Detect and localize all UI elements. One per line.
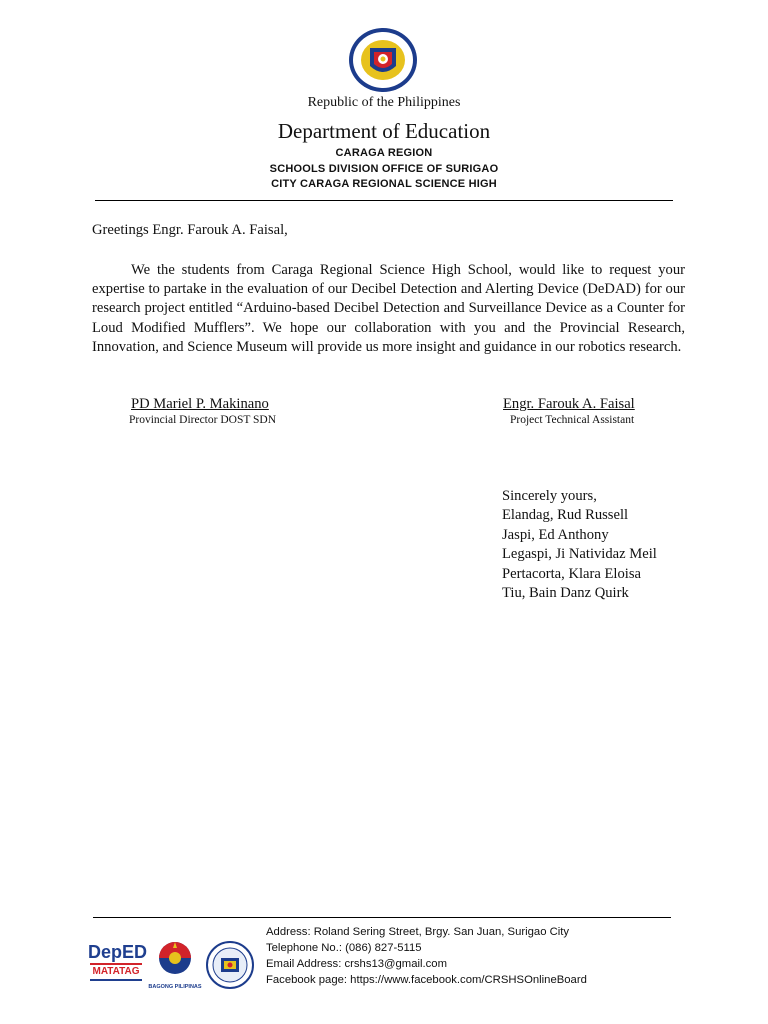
republic-line: Republic of the Philippines	[307, 95, 461, 110]
sender-name: Jaspi, Ed Anthony	[502, 526, 609, 543]
footer-address: Address: Roland Sering Street, Brgy. San Juan, Surigao City	[266, 926, 570, 938]
matatag-logo-text: MATATAG	[92, 966, 140, 977]
bagong-pilipinas-emblem-icon	[148, 938, 202, 978]
department-title: Department of Education	[277, 119, 491, 143]
school-line: CITY CARAGA REGIONAL SCIENCE HIGH	[271, 178, 497, 190]
closing-line: Sincerely yours,	[502, 488, 597, 504]
letter-body: We the students from Caraga Regional Science High School, would like to request your expertise to partake in the evaluation of our Decibel Detection and Alerting Device (DeDAD) for our research project entitled “Arduino-based Decibel Detection and Surveillance Device as a Counter for Loud Modified Mufflers”. We hope our collaboration with you and the Provincial Research, Innovation, and Science Museum will provide us more insight and guidance in our robotics research.	[92, 262, 685, 355]
bagong-pilipinas-logo	[148, 938, 202, 988]
logo-rule	[90, 979, 142, 981]
signatory-name: PD Mariel P. Makinano	[131, 396, 269, 412]
sender-name: Tiu, Bain Danz Quirk	[502, 585, 629, 602]
closing-block	[502, 487, 657, 603]
deped-logo-text: DepED	[88, 942, 148, 962]
footer-email: Email Address: crshs13@gmail.com	[266, 958, 447, 970]
footer-divider	[93, 917, 671, 918]
school-seal-icon	[206, 941, 254, 989]
header-divider	[95, 200, 673, 201]
sender-name: Elandag, Rud Russell	[502, 507, 629, 524]
sender-name: Pertacorta, Klara Eloisa	[502, 565, 641, 582]
signatory-title: Provincial Director DOST SDN	[129, 414, 277, 426]
signatory-name: Engr. Farouk A. Faisal	[503, 396, 635, 412]
signatory-title: Project Technical Assistant	[510, 414, 635, 426]
bagong-pilipinas-text: BAGONG PILIPINAS	[148, 984, 202, 990]
sender-name: Legaspi, Ji Natividaz Meil	[502, 546, 657, 563]
footer-facebook: Facebook page: https://www.facebook.com/CRSHSOnlineBoard	[266, 974, 587, 986]
logo-rule	[90, 963, 142, 965]
greeting: Greetings Engr. Farouk A. Faisal,	[92, 222, 288, 238]
division-line: SCHOOLS DIVISION OFFICE OF SURIGAO	[269, 163, 499, 175]
footer-telephone: Telephone No.: (086) 827-5115	[266, 942, 422, 954]
footer-contact	[266, 924, 587, 988]
deped-matatag-logo	[88, 940, 148, 988]
deped-seal-icon	[346, 26, 420, 94]
region-line: CARAGA REGION	[335, 147, 433, 159]
